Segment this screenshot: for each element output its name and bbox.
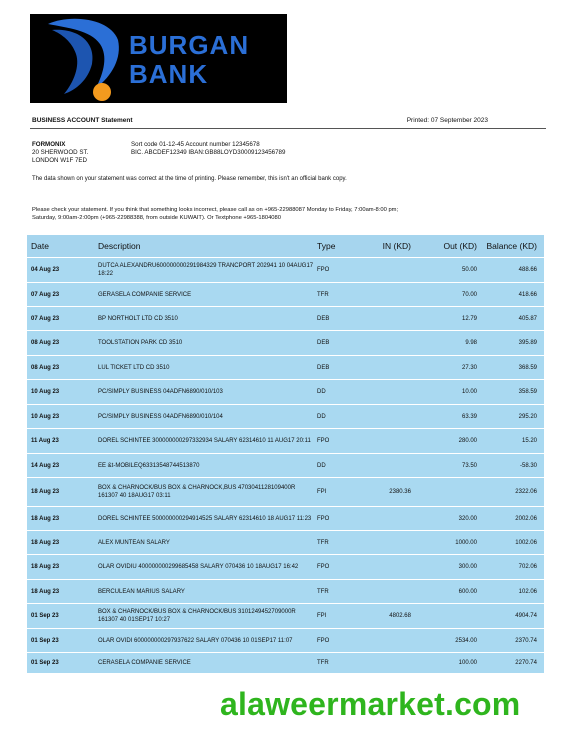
in-cell: 4802.68 (389, 613, 411, 619)
date-cell: 01 Sep 23 (31, 613, 59, 619)
date-cell: 14 Aug 23 (31, 462, 60, 469)
type-cell: DEB (317, 364, 330, 371)
type-cell: DD (317, 389, 326, 395)
type-cell: FPO (317, 267, 330, 273)
out-cell: 9.98 (465, 340, 477, 346)
balance-cell: 358.59 (518, 389, 537, 395)
type-cell: FPI (317, 613, 327, 619)
balance-cell: 368.59 (518, 364, 537, 371)
type-cell: FPO (317, 438, 330, 444)
description-cell: BOX & CHARNOCK/BUS BOX & CHARNOCK,BUS 4703041128109400R 161307 40 18AUG17 03:11 (98, 485, 296, 499)
bank-logo (30, 14, 287, 103)
balance-cell: 2270.74 (515, 660, 537, 666)
balance-cell: 2322.06 (515, 489, 537, 495)
out-cell: 1000.00 (455, 539, 477, 546)
table-row (27, 356, 544, 380)
out-cell: 27.30 (461, 364, 477, 371)
balance-cell: 2002.06 (515, 515, 537, 522)
out-cell: 10.00 (461, 389, 477, 395)
out-cell: 300.00 (458, 564, 477, 570)
balance-cell: 102.06 (518, 588, 537, 595)
description-cell: BERCULEAN MARIUS SALARY (98, 588, 185, 595)
customer-name: FORMONIX (32, 141, 66, 148)
date-cell: 07 Aug 23 (31, 315, 60, 322)
watermark: alaweermarket.com (220, 686, 521, 722)
address-line-1: 20 SHERWOOD ST. (32, 149, 89, 156)
description-cell: TOOLSTATION PARK CD 3510 (98, 340, 183, 346)
table-row (27, 429, 544, 454)
table-body (27, 258, 544, 674)
table-row (27, 629, 544, 653)
type-cell: DEB (317, 340, 330, 346)
table-header (27, 235, 544, 258)
date-cell: 18 Aug 23 (31, 539, 60, 546)
balance-cell: 488.66 (518, 267, 537, 273)
balance-cell: 702.06 (518, 564, 537, 570)
date-cell: 18 Aug 23 (31, 489, 60, 495)
date-cell: 04 Aug 23 (31, 267, 60, 273)
description-cell: DOREL SCHINTEE 500000000294914525 SALARY 62314610 18 AUG17 11:23 (98, 515, 312, 522)
accuracy-note: The data shown on your statement was correct at the time of printing. Please remember, this isn't an official bank copy. (32, 176, 347, 182)
out-cell: 70.00 (461, 291, 477, 298)
balance-cell: 2370.74 (515, 637, 537, 644)
header-in: IN (KD) (382, 241, 411, 251)
in-cell: 2380.36 (389, 489, 411, 495)
balance-cell: 418.66 (518, 291, 537, 298)
type-cell: DD (317, 462, 326, 469)
description-cell: DUTCA ALEXANDRU600000000291984329 TRANCPORT 202941 10 04AUG17 18:22 (98, 263, 314, 277)
out-cell: 280.00 (458, 438, 477, 444)
balance-cell: 4904.74 (515, 613, 537, 619)
out-cell: 320.00 (458, 515, 477, 522)
out-cell: 600.00 (458, 588, 477, 595)
table-row (27, 507, 544, 531)
date-cell: 18 Aug 23 (31, 588, 60, 595)
header-type: Type (317, 241, 336, 251)
date-cell: 18 Aug 23 (31, 564, 60, 570)
table-row (27, 380, 544, 405)
table-row (27, 283, 544, 307)
type-cell: TFR (317, 660, 329, 666)
description-cell: GERASELA COMPANIE SERVICE (98, 291, 192, 298)
account-line-1: Sort code 01-12-45 Account number 12345678 (131, 141, 260, 148)
table-row (27, 531, 544, 555)
out-cell: 50.00 (461, 267, 477, 273)
table-row (27, 653, 544, 674)
header-balance: Balance (KD) (486, 241, 537, 251)
description-cell: OLAR OVIDI 600000000297937622 SALARY 070436 10 01SEP17 11:07 (98, 637, 293, 644)
description-cell: CERASELA COMPANIE SERVICE (98, 660, 191, 666)
type-cell: DEB (317, 315, 330, 322)
table-row (27, 307, 544, 331)
bank-wordmark (129, 31, 249, 89)
description-cell: OLAR OVIDIU 400000000299685458 SALARY 070436 10 18AUG17 16:42 (98, 564, 299, 570)
date-cell: 08 Aug 23 (31, 364, 60, 371)
type-cell: FPO (317, 564, 330, 570)
out-cell: 63.39 (461, 413, 477, 420)
description-cell: EE &t-MOBILEQ63313548744513870 (98, 462, 200, 469)
table-row (27, 331, 544, 356)
type-cell: FPI (317, 489, 327, 495)
table-row (27, 405, 544, 429)
transactions-table (27, 235, 544, 674)
date-cell: 01 Sep 23 (31, 637, 59, 644)
balance-cell: 295.20 (518, 413, 537, 420)
date-cell: 11 Aug 23 (31, 438, 59, 444)
date-cell: 10 Aug 23 (31, 389, 60, 395)
table-row (27, 258, 544, 283)
date-cell: 08 Aug 23 (31, 340, 60, 346)
type-cell: TFR (317, 539, 329, 546)
type-cell: FPO (317, 637, 330, 644)
type-cell: TFR (317, 291, 329, 298)
header-description: Description (98, 241, 141, 251)
table-row (27, 555, 544, 580)
bank-wordmark-line1: BURGAN (129, 30, 250, 60)
description-cell: PC/SIMPLY BUSINESS 04ADFN6890/010/103 (98, 389, 223, 395)
printed-date: Printed: 07 September 2023 (406, 117, 488, 124)
type-cell: TFR (317, 588, 329, 595)
account-line-2: BIC. ABCDEF12349 IBAN:GB88LOYD30009123456789 (131, 149, 286, 156)
balance-cell: 15.20 (521, 438, 537, 444)
header-divider (30, 128, 546, 129)
table-row (27, 454, 544, 478)
header-out: Out (KD) (443, 241, 477, 251)
type-cell: DD (317, 413, 326, 420)
out-cell: 100.00 (458, 660, 477, 666)
out-cell: 2534.00 (455, 637, 477, 644)
date-cell: 07 Aug 23 (31, 291, 60, 298)
table-row (27, 604, 544, 629)
balance-cell: 1002.06 (515, 539, 537, 546)
description-cell: LUL TICKET LTD CD 3510 (98, 364, 170, 371)
balance-cell: -58.30 (519, 462, 537, 469)
statement-title: BUSINESS ACCOUNT Statement (32, 117, 133, 124)
description-cell: BOX & CHARNOCK/BUS BOX & CHARNOCK/BUS 3101249452709000R 161307 40 01SEP17 10:27 (98, 609, 296, 623)
balance-cell: 405.87 (518, 315, 537, 322)
description-cell: BP NORTHOLT LTD CD 3510 (98, 315, 178, 322)
date-cell: 01 Sep 23 (31, 660, 59, 666)
type-cell: FPO (317, 515, 330, 522)
header-date: Date (31, 241, 49, 251)
description-cell: PC/SIMPLY BUSINESS 04ADFN6890/010/104 (98, 413, 223, 420)
description-cell: ALEX MUNTEAN SALARY (98, 539, 170, 546)
table-row (27, 478, 544, 507)
date-cell: 18 Aug 23 (31, 515, 60, 522)
address-line-2: LONDON W1F 7ED (32, 157, 88, 164)
check-note: Please check your statement. If you think that something looks incorrect, please call as on +965-22988087 Monday to Friday, 7:00am-8:00 pm; Saturday, 9:00am-2:00pm (+965-22988388, from outside KUWAIT). Or Textphone +965-1804080 (32, 207, 399, 221)
description-cell: DOREL SCHINTEE 300000000297332934 SALARY 62314610 11 AUG17 20:11 (98, 438, 311, 444)
out-cell: 73.50 (461, 462, 477, 469)
date-cell: 10 Aug 23 (31, 413, 60, 420)
out-cell: 12.79 (461, 315, 477, 322)
account-details (131, 141, 285, 157)
balance-cell: 395.89 (518, 340, 537, 346)
customer-address (32, 141, 88, 165)
table-row (27, 580, 544, 604)
bank-wordmark-line2: BANK (129, 59, 209, 89)
